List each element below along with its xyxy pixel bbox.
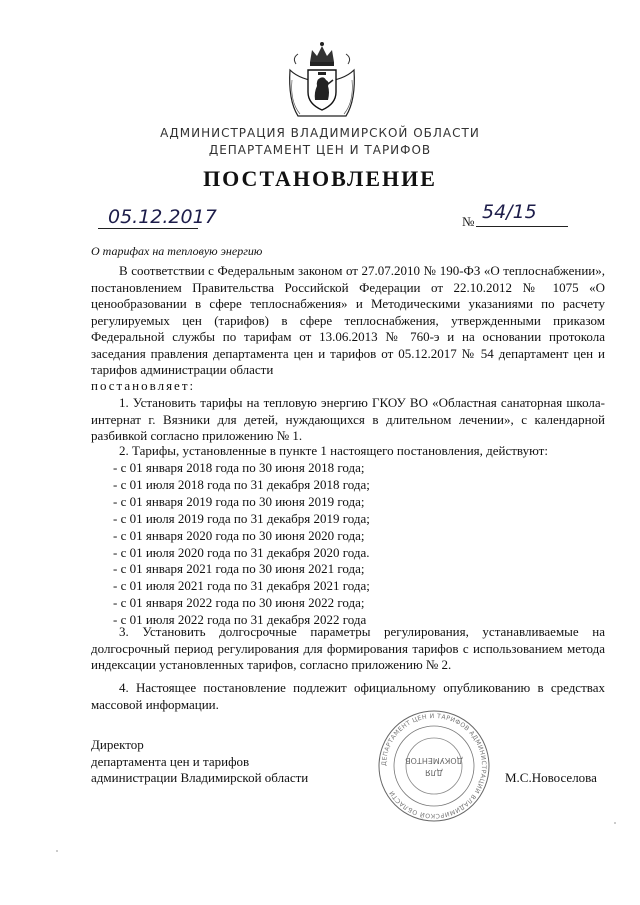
period-item: - с 01 января 2020 года по 30 июня 2020 года; [113, 527, 365, 543]
period-item: - с 01 июля 2022 года по 31 декабря 2022 года [113, 612, 367, 628]
stamp-ring-text: ДЕПАРТАМЕНТ ЦЕН И ТАРИФОВ АДМИНИСТРАЦИИ ВЛАДИМИРСКОЙ ОБЛАСТИ [380, 712, 488, 820]
document-date: 05.12.2017 [108, 206, 217, 228]
coat-of-arms-emblem [284, 40, 360, 122]
svg-text:ДЕПАРТАМЕНТ ЦЕН И ТАРИФОВ АДМИ [381, 713, 487, 820]
signatory-position-line-2: департамента цен и тарифов [91, 753, 250, 769]
document-title: ПОСТАНОВЛЕНИЕ [203, 166, 437, 191]
item-1-paragraph: 1. Установить тарифы на тепловую энергию ГКОУ ВО «Областная санаторная школа-интернат г. Вязники для детей, нуждающихся в длительном лечении», с календарной разбивкой согласно приложению № 1. [91, 395, 605, 443]
validity-periods-list [113, 460, 370, 629]
item-2-intro: 2. Тарифы, установленные в пункте 1 настоящего постановления, действуют: [119, 443, 548, 458]
stamp-center-text: ДОКУМЕНТОВ [405, 756, 463, 765]
item-4-paragraph: 4. Настоящее постановление подлежит официальному опубликованию в средствах массовой информации. [91, 680, 605, 712]
decree-word: постановляет: [91, 378, 196, 393]
period-item: - с 01 января 2022 года по 30 июня 2022 года; [113, 595, 365, 611]
period-item: - с 01 июля 2020 года по 31 декабря 2020 года. [113, 544, 370, 560]
department-name: ДЕПАРТАМЕНТ ЦЕН И ТАРИФОВ [208, 143, 432, 157]
document-number: 54/15 [482, 201, 537, 223]
number-label: № [462, 214, 475, 229]
signatory-name: М.С.Новоселова [505, 770, 597, 785]
signatory-position-line-3: администрации Владимирской области [91, 770, 309, 785]
scan-speck [614, 822, 616, 824]
document-subject: О тарифах на тепловую энергию [91, 244, 263, 258]
preamble-paragraph: В соответствии с Федеральным законом от 27.07.2010 № 190-ФЗ «О теплоснабжении», постановлением Правительства Российской Федерации от 22.10.2012 № 1075 «О ценообразовании в сфере теплоснабжения» и Методическими указаниями по расчету регулируемых цен (тарифов) в сфере теплоснабжения, утвержденными приказом Федеральной службы по тарифам от 13.06.2013 № 760-э и на основании протокола заседания правления департамента цен и тарифов от 05.12.2017 № 54 департамент цен и тарифов администрации области [91, 263, 605, 377]
scan-speck [56, 850, 58, 852]
period-item: - с 01 июля 2019 года по 31 декабря 2019 года; [113, 510, 370, 526]
period-item: - с 01 января 2021 года по 30 июня 2021 года; [113, 561, 365, 577]
period-item: - с 01 июля 2021 года по 31 декабря 2021 года; [113, 578, 370, 594]
period-item: - с 01 января 2019 года по 30 июня 2019 года; [113, 493, 365, 509]
organization-name: АДМИНИСТРАЦИЯ ВЛАДИМИРСКОЙ ОБЛАСТИ [160, 126, 480, 140]
signatory-position-line-1: Директор [91, 737, 144, 752]
period-item: - с 01 января 2018 года по 30 июня 2018 года; [113, 460, 365, 475]
date-underline [98, 228, 198, 229]
official-stamp [360, 710, 508, 822]
signatory-block [91, 737, 308, 787]
number-underline [476, 226, 568, 227]
stamp-center-text: ДЛЯ [425, 768, 443, 777]
period-item: - с 01 июля 2018 года по 31 декабря 2018 года; [113, 476, 370, 492]
item-3-paragraph: 3. Установить долгосрочные параметры регулирования, устанавливаемые на долгосрочный период регулирования для формирования тарифов с использованием метода индексации установленных тарифов, согласно приложению № 2. [91, 624, 605, 672]
